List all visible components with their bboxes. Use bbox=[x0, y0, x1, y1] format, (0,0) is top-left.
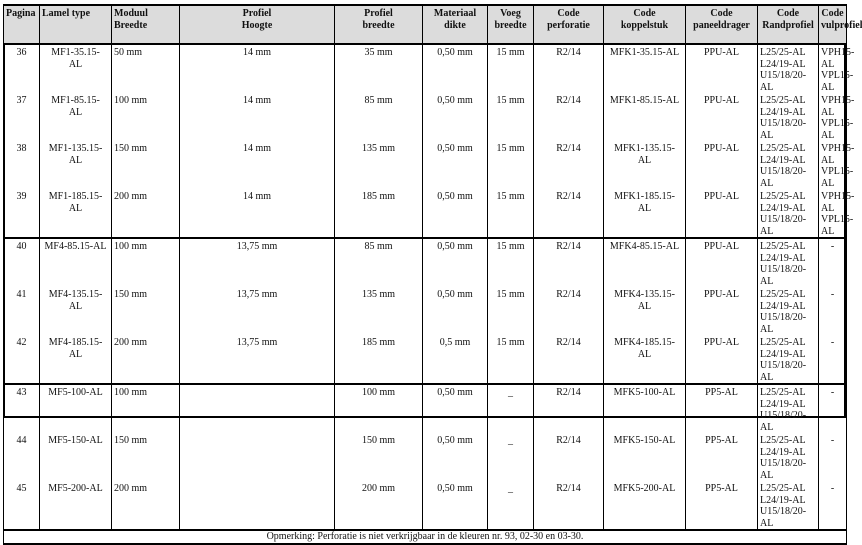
cell-profiel-breedte bbox=[335, 335, 423, 384]
cell-profiel-hoogte bbox=[180, 335, 335, 384]
cell-profiel-hoogte bbox=[180, 287, 335, 335]
cell-text: L25/25-AL L24/19-AL U15/18/20-AL bbox=[760, 289, 807, 335]
cell-code-paneeldrager bbox=[686, 238, 758, 287]
cell-text: 0,50 mm bbox=[437, 95, 473, 106]
cell-text: 36 bbox=[16, 47, 27, 58]
cell-text: 100 mm bbox=[114, 387, 148, 398]
header-materiaal-dikte: Materiaal dikte bbox=[423, 5, 488, 44]
cell-materiaal-dikte bbox=[423, 189, 488, 238]
cell-code-koppelstuk bbox=[604, 335, 686, 384]
cell-text: MF5-100-AL bbox=[48, 387, 103, 398]
table-row bbox=[4, 238, 847, 287]
cell-lamel-type bbox=[40, 384, 112, 433]
table-body bbox=[4, 44, 855, 530]
cell-text: R2/14 bbox=[556, 435, 581, 446]
cell-text: 185 mm bbox=[361, 191, 396, 202]
cell-code-perforatie bbox=[534, 433, 604, 481]
cell-text: PP5-AL bbox=[705, 387, 738, 398]
table-row bbox=[4, 433, 847, 481]
cell-profiel-breedte bbox=[335, 189, 423, 238]
cell-text: L25/25-AL L24/19-AL U15/18/20-AL bbox=[760, 435, 807, 481]
cell-text: 0,50 mm bbox=[437, 289, 473, 300]
cell-lamel-type bbox=[40, 93, 112, 141]
cell-text: 41 bbox=[16, 289, 27, 300]
cell-code-paneeldrager bbox=[686, 189, 758, 238]
cell-profiel-hoogte bbox=[180, 238, 335, 287]
cell-text: MFK1-185.15- AL bbox=[614, 191, 675, 214]
cell-text: L25/25-AL L24/19-AL U15/18/20-AL bbox=[760, 483, 807, 529]
cell-text: MFK4-85.15-AL bbox=[609, 241, 680, 252]
cell-code-perforatie bbox=[534, 93, 604, 141]
cell-code-koppelstuk bbox=[604, 238, 686, 287]
header-profiel-breedte: Profiel breedte bbox=[335, 5, 423, 44]
cell-text: MF1-135.15- AL bbox=[48, 143, 103, 166]
cell-code-vulprofiel bbox=[819, 44, 855, 93]
cell-text: MF4-135.15- AL bbox=[48, 289, 103, 312]
cell-code-randprofiel bbox=[758, 189, 819, 238]
cell-pagina bbox=[4, 93, 40, 141]
cell-text: L25/25-AL L24/19-AL U15/18/20-AL bbox=[760, 337, 807, 383]
cell-profiel-breedte bbox=[335, 93, 423, 141]
cell-lamel-type bbox=[40, 287, 112, 335]
cell-code-randprofiel bbox=[758, 44, 819, 93]
cell-profiel-hoogte bbox=[180, 44, 335, 93]
cell-text: R2/14 bbox=[556, 191, 581, 202]
cell-code-koppelstuk bbox=[604, 481, 686, 530]
cell-code-vulprofiel bbox=[819, 481, 847, 530]
cell-text: PPU-AL bbox=[703, 143, 739, 154]
cell-pagina bbox=[4, 433, 40, 481]
table-row bbox=[4, 44, 847, 93]
cell-lamel-type bbox=[40, 44, 112, 93]
cell-materiaal-dikte bbox=[423, 141, 488, 189]
cell-code-randprofiel bbox=[758, 93, 819, 141]
cell-text: MFK4-135.15- AL bbox=[614, 289, 675, 312]
cell-code-randprofiel bbox=[758, 384, 819, 433]
cell-text: - bbox=[830, 337, 835, 348]
cell-text: MF4-85.15-AL bbox=[44, 241, 107, 252]
cell-profiel-breedte bbox=[335, 433, 423, 481]
header-code-paneeldrager: Code paneeldrager bbox=[686, 5, 758, 44]
cell-code-perforatie bbox=[534, 335, 604, 384]
cell-text: MFK1-35.15-AL bbox=[609, 47, 680, 58]
cell-pagina bbox=[4, 481, 40, 530]
cell-text: 0,50 mm bbox=[437, 387, 473, 398]
table-row bbox=[4, 481, 847, 530]
cell-code-paneeldrager bbox=[686, 141, 758, 189]
cell-lamel-type bbox=[40, 189, 112, 238]
cell-code-koppelstuk bbox=[604, 189, 686, 238]
cell-text: MF1-185.15- AL bbox=[48, 191, 103, 214]
header-code-koppelstuk: Code koppelstuk bbox=[604, 5, 686, 44]
cell-lamel-type bbox=[40, 238, 112, 287]
cell-text: 85 mm bbox=[364, 241, 393, 252]
cell-voeg-breedte bbox=[488, 384, 534, 433]
cell-text: 85 mm bbox=[364, 95, 393, 106]
header-code-randprofiel: Code Randprofiel bbox=[758, 5, 819, 44]
cell-text: 15 mm bbox=[496, 289, 525, 300]
table-row bbox=[4, 93, 847, 141]
cell-text: R2/14 bbox=[556, 143, 581, 154]
header-pagina: Pagina bbox=[4, 5, 40, 44]
cell-text: L25/25-AL L24/19-AL U15/18/20-AL bbox=[760, 47, 807, 93]
cell-text: - bbox=[830, 483, 835, 494]
cell-code-paneeldrager bbox=[686, 44, 758, 93]
cell-voeg-breedte bbox=[488, 335, 534, 384]
cell-text: 43 bbox=[16, 387, 27, 398]
header-lamel-type: Lamel type bbox=[40, 5, 112, 44]
cell-text: L25/25-AL L24/19-AL U15/18/20-AL bbox=[760, 241, 807, 287]
cell-text: L25/25-AL L24/19-AL U15/18/20-AL bbox=[760, 191, 807, 237]
cell-code-randprofiel bbox=[758, 238, 819, 287]
header-moduul-breedte: Moduul Breedte bbox=[112, 5, 180, 44]
cell-text: 13,75 mm bbox=[236, 337, 278, 348]
cell-text: 50 mm bbox=[114, 47, 143, 58]
cell-text: _ bbox=[508, 483, 513, 494]
cell-text: MF1-35.15- AL bbox=[51, 47, 100, 70]
cell-text: PP5-AL bbox=[705, 435, 738, 446]
cell-text: R2/14 bbox=[556, 483, 581, 494]
cell-materiaal-dikte bbox=[423, 238, 488, 287]
cell-pagina bbox=[4, 384, 40, 433]
cell-code-vulprofiel bbox=[819, 93, 855, 141]
cell-profiel-hoogte bbox=[180, 384, 335, 433]
cell-text: MFK5-200-AL bbox=[613, 483, 676, 494]
cell-moduul-breedte bbox=[112, 189, 180, 238]
cell-moduul-breedte bbox=[112, 433, 180, 481]
cell-moduul-breedte bbox=[112, 287, 180, 335]
header-row bbox=[4, 5, 847, 44]
cell-text: 200 mm bbox=[114, 337, 148, 348]
cell-text: R2/14 bbox=[556, 289, 581, 300]
cell-code-randprofiel bbox=[758, 335, 819, 384]
cell-text: 14 mm bbox=[242, 47, 272, 58]
cell-materiaal-dikte bbox=[423, 433, 488, 481]
cell-text: - bbox=[830, 289, 835, 300]
cell-profiel-hoogte bbox=[180, 189, 335, 238]
cell-lamel-type bbox=[40, 141, 112, 189]
cell-text: MFK1-85.15-AL bbox=[609, 95, 680, 106]
cell-code-paneeldrager bbox=[686, 481, 758, 530]
cell-text: VPH15-AL VPL15-AL bbox=[821, 95, 855, 141]
table-row bbox=[4, 141, 847, 189]
cell-materiaal-dikte bbox=[423, 335, 488, 384]
cell-code-koppelstuk bbox=[604, 141, 686, 189]
cell-lamel-type bbox=[40, 481, 112, 530]
cell-materiaal-dikte bbox=[423, 44, 488, 93]
cell-moduul-breedte bbox=[112, 335, 180, 384]
cell-profiel-breedte bbox=[335, 384, 423, 433]
cell-voeg-breedte bbox=[488, 141, 534, 189]
cell-text: _ bbox=[508, 435, 513, 446]
cell-text: MF4-185.15- AL bbox=[48, 337, 103, 360]
cell-text: R2/14 bbox=[556, 241, 581, 252]
cell-code-koppelstuk bbox=[604, 433, 686, 481]
cell-code-vulprofiel bbox=[819, 384, 847, 433]
cell-code-perforatie bbox=[534, 189, 604, 238]
cell-text: 135 mm bbox=[361, 143, 396, 154]
cell-text: 200 mm bbox=[114, 191, 148, 202]
cell-code-vulprofiel bbox=[819, 335, 847, 384]
cell-voeg-breedte bbox=[488, 433, 534, 481]
cell-code-perforatie bbox=[534, 238, 604, 287]
cell-voeg-breedte bbox=[488, 481, 534, 530]
cell-code-koppelstuk bbox=[604, 93, 686, 141]
cell-text: PPU-AL bbox=[703, 289, 739, 300]
table-row bbox=[4, 384, 847, 433]
cell-lamel-type bbox=[40, 433, 112, 481]
cell-code-vulprofiel bbox=[819, 287, 847, 335]
cell-pagina bbox=[4, 287, 40, 335]
cell-text: 13,75 mm bbox=[236, 241, 278, 252]
cell-profiel-breedte bbox=[335, 287, 423, 335]
cell-code-perforatie bbox=[534, 44, 604, 93]
cell-text: 150 mm bbox=[114, 435, 148, 446]
cell-text: VPH15-AL VPL15-AL bbox=[821, 47, 855, 93]
cell-text: MFK4-185.15- AL bbox=[614, 337, 675, 360]
cell-code-randprofiel bbox=[758, 433, 819, 481]
cell-text: R2/14 bbox=[556, 47, 581, 58]
cell-text: VPH15-AL VPL15-AL bbox=[821, 191, 855, 237]
cell-pagina bbox=[4, 238, 40, 287]
cell-text: 185 mm bbox=[361, 337, 396, 348]
cell-code-paneeldrager bbox=[686, 93, 758, 141]
cell-text: 15 mm bbox=[496, 47, 525, 58]
cell-code-vulprofiel bbox=[819, 141, 855, 189]
cell-moduul-breedte bbox=[112, 44, 180, 93]
cell-profiel-hoogte bbox=[180, 93, 335, 141]
cell-text: 0,50 mm bbox=[437, 241, 473, 252]
cell-text: MFK5-100-AL bbox=[613, 387, 676, 398]
cell-text: 39 bbox=[16, 191, 27, 202]
cell-moduul-breedte bbox=[112, 141, 180, 189]
cell-voeg-breedte bbox=[488, 93, 534, 141]
cell-text: 15 mm bbox=[496, 95, 525, 106]
cell-code-randprofiel bbox=[758, 287, 819, 335]
cell-text: 14 mm bbox=[242, 95, 272, 106]
cell-pagina bbox=[4, 335, 40, 384]
cell-pagina bbox=[4, 189, 40, 238]
cell-text: 0,5 mm bbox=[439, 337, 471, 348]
cell-text: 150 mm bbox=[114, 143, 148, 154]
table-row bbox=[4, 287, 847, 335]
cell-text: L25/25-AL L24/19-AL U15/18/20-AL bbox=[760, 387, 807, 433]
cell-text: 15 mm bbox=[496, 337, 525, 348]
cell-moduul-breedte bbox=[112, 238, 180, 287]
cell-materiaal-dikte bbox=[423, 93, 488, 141]
cell-code-paneeldrager bbox=[686, 335, 758, 384]
cell-text: 15 mm bbox=[496, 191, 525, 202]
cell-text: 150 mm bbox=[114, 289, 148, 300]
cell-text: 42 bbox=[16, 337, 27, 348]
note-row bbox=[4, 530, 847, 544]
table-row bbox=[4, 189, 847, 238]
cell-text: 35 mm bbox=[364, 47, 393, 58]
cell-code-perforatie bbox=[534, 141, 604, 189]
cell-text: R2/14 bbox=[556, 95, 581, 106]
cell-materiaal-dikte bbox=[423, 287, 488, 335]
cell-code-perforatie bbox=[534, 287, 604, 335]
cell-text: L25/25-AL L24/19-AL U15/18/20-AL bbox=[760, 95, 807, 141]
cell-text: 100 mm bbox=[114, 95, 148, 106]
cell-code-koppelstuk bbox=[604, 287, 686, 335]
cell-moduul-breedte bbox=[112, 93, 180, 141]
cell-materiaal-dikte bbox=[423, 384, 488, 433]
cell-code-vulprofiel bbox=[819, 189, 855, 238]
cell-code-paneeldrager bbox=[686, 384, 758, 433]
cell-text: 200 mm bbox=[114, 483, 148, 494]
cell-text: MF1-85.15- AL bbox=[51, 95, 100, 118]
cell-lamel-type bbox=[40, 335, 112, 384]
cell-voeg-breedte bbox=[488, 44, 534, 93]
cell-text: MF5-200-AL bbox=[48, 483, 103, 494]
cell-text: 0,50 mm bbox=[437, 143, 473, 154]
cell-moduul-breedte bbox=[112, 481, 180, 530]
cell-profiel-breedte bbox=[335, 141, 423, 189]
cell-profiel-breedte bbox=[335, 481, 423, 530]
cell-code-perforatie bbox=[534, 481, 604, 530]
cell-text: 37 bbox=[16, 95, 27, 106]
header-code-vulprofiel: Code vulprofiel bbox=[819, 5, 847, 44]
cell-text: 150 mm bbox=[361, 435, 396, 446]
cell-text: - bbox=[830, 387, 835, 398]
cell-text: PP5-AL bbox=[705, 483, 738, 494]
note-text: Opmerking: Perforatie is niet verkrijgbaar in de kleuren nr. 93, 02-30 en 03-30. bbox=[4, 530, 847, 544]
cell-code-randprofiel bbox=[758, 481, 819, 530]
cell-text: 15 mm bbox=[496, 241, 525, 252]
cell-text: MFK1-135.15- AL bbox=[614, 143, 675, 166]
cell-text: 0,50 mm bbox=[437, 483, 473, 494]
cell-text: 14 mm bbox=[242, 191, 272, 202]
cell-text: - bbox=[830, 435, 835, 446]
cell-profiel-hoogte bbox=[180, 481, 335, 530]
cell-profiel-hoogte bbox=[180, 141, 335, 189]
cell-text: 38 bbox=[16, 143, 27, 154]
cell-text: R2/14 bbox=[556, 337, 581, 348]
cell-code-koppelstuk bbox=[604, 44, 686, 93]
cell-text: 200 mm bbox=[361, 483, 396, 494]
cell-code-perforatie bbox=[534, 384, 604, 433]
cell-text: PPU-AL bbox=[703, 191, 739, 202]
cell-text: 15 mm bbox=[496, 143, 525, 154]
cell-code-vulprofiel bbox=[819, 238, 847, 287]
cell-text: 0,50 mm bbox=[437, 435, 473, 446]
cell-profiel-breedte bbox=[335, 44, 423, 93]
table-row bbox=[4, 335, 847, 384]
cell-profiel-breedte bbox=[335, 238, 423, 287]
cell-text: _ bbox=[508, 387, 513, 398]
cell-code-paneeldrager bbox=[686, 287, 758, 335]
cell-text: 0,50 mm bbox=[437, 47, 473, 58]
cell-code-koppelstuk bbox=[604, 384, 686, 433]
product-table bbox=[3, 4, 862, 545]
cell-materiaal-dikte bbox=[423, 481, 488, 530]
cell-text: PPU-AL bbox=[703, 47, 739, 58]
header-voeg-breedte: Voeg breedte bbox=[488, 5, 534, 44]
cell-text: PPU-AL bbox=[703, 241, 739, 252]
cell-text: 0,50 mm bbox=[437, 191, 473, 202]
cell-text: 14 mm bbox=[242, 143, 272, 154]
cell-text: 100 mm bbox=[114, 241, 148, 252]
cell-text: VPH15-AL VPL15-AL bbox=[821, 143, 855, 189]
cell-text: R2/14 bbox=[556, 387, 581, 398]
cell-text: 100 mm bbox=[361, 387, 396, 398]
cell-voeg-breedte bbox=[488, 287, 534, 335]
cell-code-randprofiel bbox=[758, 141, 819, 189]
cell-text: 13,75 mm bbox=[236, 289, 278, 300]
cell-code-paneeldrager bbox=[686, 433, 758, 481]
cell-pagina bbox=[4, 44, 40, 93]
cell-text: L25/25-AL L24/19-AL U15/18/20-AL bbox=[760, 143, 807, 189]
cell-code-vulprofiel bbox=[819, 433, 847, 481]
cell-pagina bbox=[4, 141, 40, 189]
header-code-perforatie: Code perforatie bbox=[534, 5, 604, 44]
cell-voeg-breedte bbox=[488, 189, 534, 238]
cell-text: PPU-AL bbox=[703, 95, 739, 106]
cell-text: MF5-150-AL bbox=[48, 435, 103, 446]
cell-voeg-breedte bbox=[488, 238, 534, 287]
cell-moduul-breedte bbox=[112, 384, 180, 433]
cell-text: MFK5-150-AL bbox=[613, 435, 676, 446]
cell-text: 135 mm bbox=[361, 289, 396, 300]
cell-text: - bbox=[830, 241, 835, 252]
cell-text: PPU-AL bbox=[703, 337, 739, 348]
cell-profiel-hoogte bbox=[180, 433, 335, 481]
cell-text: 45 bbox=[16, 483, 27, 494]
cell-text: 40 bbox=[16, 241, 27, 252]
header-profiel-hoogte: Profiel Hoogte bbox=[180, 5, 335, 44]
cell-text: 44 bbox=[16, 435, 27, 446]
